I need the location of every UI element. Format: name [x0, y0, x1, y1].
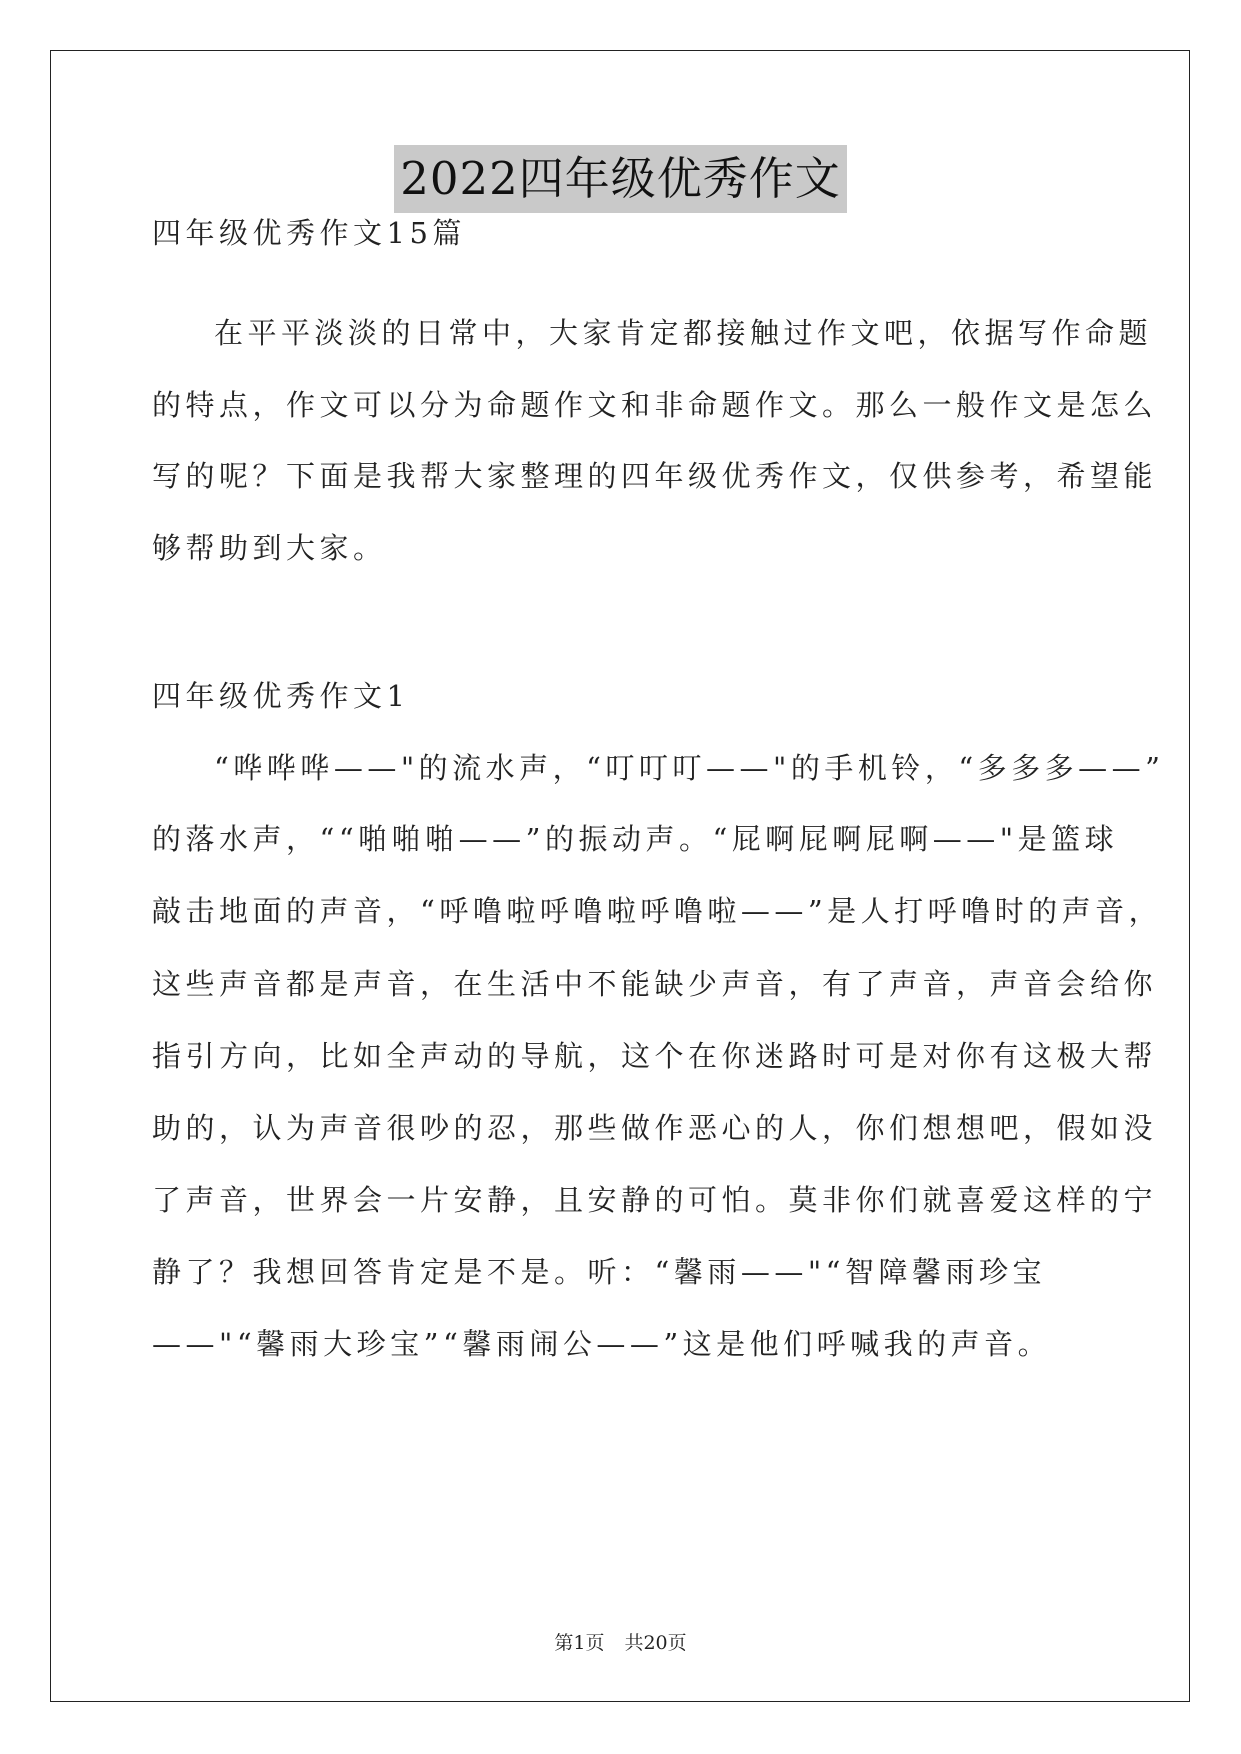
essay-line-1: “哗哗哗——"的流水声，“叮叮叮——"的手机铃，“多多多——” — [214, 751, 1165, 785]
essay-line-4: 这些声音都是声音，在生活中不能缺少声音，有了声音，声音会给你 — [152, 967, 1158, 1001]
essay-line-6: 助的，认为声音很吵的忍，那些做作恶心的人，你们想想吧，假如没 — [152, 1111, 1158, 1145]
title-container — [0, 145, 1241, 213]
document-title: 2022四年级优秀作文 — [394, 145, 847, 213]
essay-line-9: ——"“馨雨大珍宝”“馨雨闹公——”这是他们呼喊我的声音。 — [152, 1327, 1052, 1361]
essay-line-8: 静了？我想回答肯定是不是。听：“馨雨——"“智障馨雨珍宝 — [152, 1255, 1046, 1289]
essay-line-3: 敲击地面的声音，“呼噜啦呼噜啦呼噜啦——”是人打呼噜时的声音， — [152, 894, 1163, 928]
intro-line-1: 在平平淡淡的日常中，大家肯定都接触过作文吧，依据写作命题 — [214, 316, 1153, 350]
page-border — [50, 50, 1190, 1702]
essay-line-2: 的落水声，““啪啪啪——”的振动声。“屁啊屁啊屁啊——"是篮球 — [152, 822, 1119, 856]
page-footer — [0, 1628, 1241, 1655]
intro-line-2: 的特点，作文可以分为命题作文和非命题作文。那么一般作文是怎么 — [152, 388, 1158, 422]
intro-line-4: 够帮助到大家。 — [152, 531, 387, 565]
intro-line-3: 写的呢？下面是我帮大家整理的四年级优秀作文，仅供参考，希望能 — [152, 459, 1158, 493]
section-heading: 四年级优秀作文1 — [152, 679, 410, 713]
essay-line-7: 了声音，世界会一片安静，且安静的可怕。莫非你们就喜爱这样的宁 — [152, 1183, 1158, 1217]
essay-line-5: 指引方向，比如全声动的导航，这个在你迷路时可是对你有这极大帮 — [152, 1039, 1158, 1073]
page-total: 共20页 — [624, 1632, 687, 1654]
subtitle: 四年级优秀作文15篇 — [152, 216, 466, 250]
page-number: 第1页 — [554, 1632, 605, 1654]
